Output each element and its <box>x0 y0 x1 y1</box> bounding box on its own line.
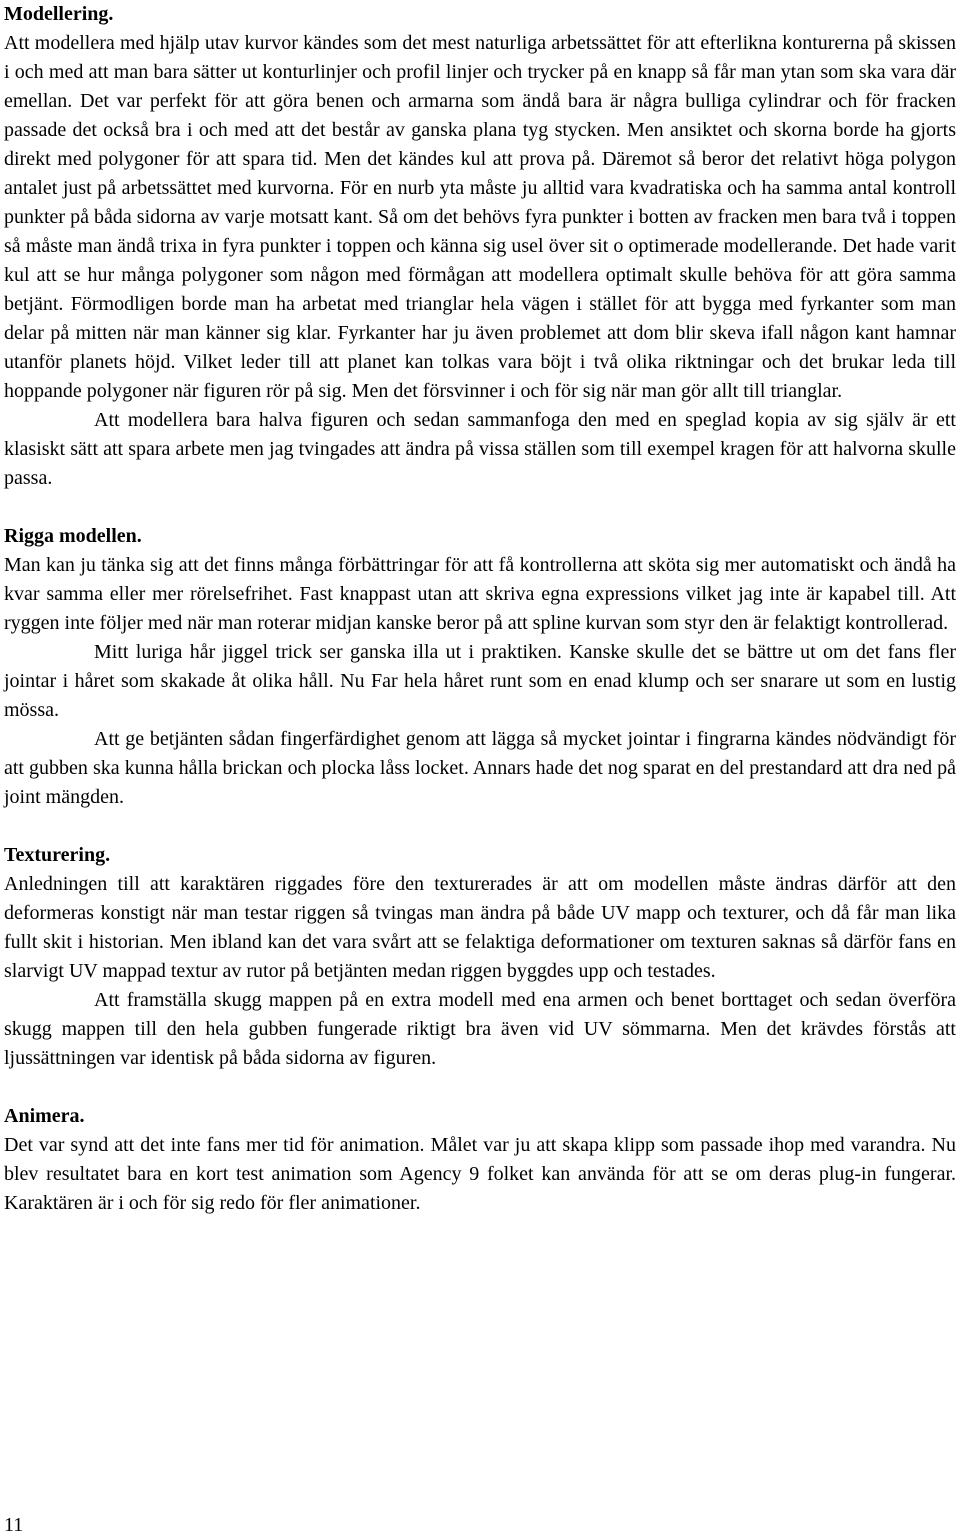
section-heading-rigga-modellen: Rigga modellen. <box>4 525 142 547</box>
section-spacer <box>4 812 956 841</box>
section-spacer <box>4 493 956 522</box>
paragraph: Mitt luriga hår jiggel trick ser ganska illa ut i praktiken. Kanske skulle det se bättre ut om det fans fler jointar i håret som skakade åt olika håll. Nu Far hela håret runt som en enad klump och ser snarare ut som en lustig mössa. <box>4 641 956 721</box>
section-heading-animera: Animera. <box>4 1105 85 1127</box>
section-heading-modellering: Modellering. <box>4 3 114 25</box>
paragraph: Att framställa skugg mappen på en extra modell med ena armen och benet borttaget och sedan överföra skugg mappen till den hela gubben fungerade riktigt bra även vid UV sömmarna. Men det krävdes förstås att ljussättningen var identisk på båda sidorna av figuren. <box>4 989 956 1069</box>
paragraph: Man kan ju tänka sig att det finns många förbättringar för att få kontrollerna att sköta sig mer automatiskt och ändå ha kvar samma eller mer rörelsefrihet. Fast knappast utan att skriva egna expressions vilket jag inte är kapabel till. Att ryggen inte följer med när man roterar midjan kanske beror på att spline kurvan som styr den är felaktigt kontrollerad. <box>4 554 956 634</box>
paragraph: Det var synd att det inte fans mer tid för animation. Målet var ju att skapa klipp som passade ihop med varandra. Nu blev resultatet bara en kort test animation som Agency 9 folket kan använda för att se om deras plug-in fungerar. Karaktären är i och för sig redo för fler animationer. <box>4 1134 956 1214</box>
section-spacer <box>4 1073 956 1102</box>
paragraph: Att ge betjänten sådan fingerfärdighet genom att lägga så mycket jointar i fingrarna kändes nödvändigt för att gubben ska kunna hålla brickan och plocka låss locket. Annars hade det nog sparat en del prestandard att dra ned på joint mängden. <box>4 728 956 808</box>
document-page <box>4 0 956 1218</box>
section-heading-texturering: Texturering. <box>4 844 111 866</box>
paragraph: Att modellera bara halva figuren och sedan sammanfoga den med en speglad kopia av sig själv är ett klasiskt sätt att spara arbete men jag tvingades att ändra på vissa ställen som till exempel kragen för att halvorna skulle passa. <box>4 409 956 489</box>
page-number: 11 <box>4 1514 24 1536</box>
paragraph: Att modellera med hjälp utav kurvor kändes som det mest naturliga arbetssättet för att efterlikna konturerna på skissen i och med att man bara sätter ut konturlinjer och profil linjer och trycker på en knapp så får man ytan som ska vara där emellan. Det var perfekt för att göra benen och armarna som ändå bara är några bulliga cylindrar och för fracken passade det också bra i och med att det består av ganska plana tyg stycken. Men ansiktet och skorna borde ha gjorts direkt med polygoner för att spara tid. Men det kändes kul att prova på. Däremot så beror det relativt höga polygon antalet just på arbetssättet med kurvorna. För en nurb yta måste ju alltid vara kvadratiska och ha samma antal kontroll punkter på båda sidorna av varje motsatt kant. Så om det behövs fyra punkter i botten av fracken men bara två i toppen så måste man ändå trixa in fyra punkter i toppen och känna sig usel över sit o optimerade modellerande. Det hade varit kul att se hur många polygoner som någon med förmågan att modellera optimalt skulle behöva för att göra samma betjänt. Förmodligen borde man ha arbetat med trianglar hela vägen i stället för att bygga med fyrkanter som man delar på mitten när man känner sig klar. Fyrkanter har ju även problemet att dom blir skeva ifall någon kant hamnar utanför planets höjd. Vilket leder till att planet kan tolkas vara böjt i två olika riktningar och det brukar leda till hoppande polygoner när figuren rör på sig. Men det försvinner i och för sig när man gör allt till trianglar. <box>4 32 956 402</box>
paragraph: Anledningen till att karaktären riggades före den texturerades är att om modellen måste ändras därför att den deformeras konstigt när man testar riggen så tvingas man ändra på både UV mapp och texturer, och då får man lika fullt skit i historian. Men ibland kan det vara svårt att se felaktiga deformationer om texturen saknas så därför fans en slarvigt UV mappad textur av rutor på betjänten medan riggen byggdes upp och testades. <box>4 873 956 982</box>
